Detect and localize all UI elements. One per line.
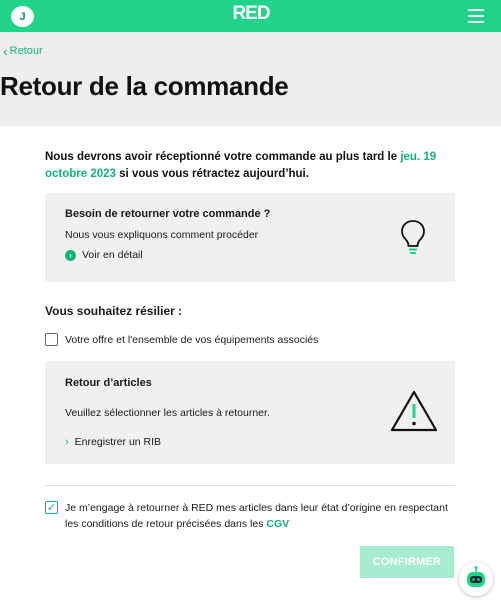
register-rib-link[interactable] (65, 436, 161, 448)
red-logo[interactable] (232, 4, 270, 28)
back-link-label: Retour (9, 45, 43, 57)
top-bar (0, 0, 501, 32)
agreement-text: Je m’engage à retourner à RED mes articles dans leur état d’origine en respectant les conditions de retour précisées dans les (65, 502, 448, 530)
terminate-offer-label: Votre offre et l'ensemble de vos équipements associés (65, 334, 319, 346)
article-return-text: Veuillez sélectionner les articles à retourner. (65, 407, 270, 419)
chatbot-button[interactable] (459, 562, 493, 596)
agreement-label (65, 500, 455, 532)
chevron-right-icon: › (65, 436, 69, 448)
logo-text: RED (232, 3, 270, 24)
user-avatar[interactable]: J (11, 6, 34, 27)
page-header (0, 32, 501, 126)
back-link[interactable] (3, 45, 43, 57)
see-details-link[interactable] (65, 249, 143, 261)
robot-icon (459, 562, 493, 596)
terminate-offer-option[interactable] (45, 332, 318, 348)
return-info-text: Nous vous expliquons comment procéder (65, 229, 259, 241)
confirm-button[interactable]: CONFIRMER (360, 546, 454, 578)
return-deadline-notice (45, 149, 455, 183)
article-return-card (45, 361, 455, 464)
see-details-label: Voir en détail (82, 249, 143, 261)
terminate-section-title: Vous souhaitez résilier : (45, 304, 183, 318)
article-return-title: Retour d’articles (65, 377, 152, 389)
cgv-link[interactable]: CGV (266, 518, 290, 530)
hamburger-menu-icon[interactable] (468, 9, 484, 23)
section-divider (45, 485, 455, 486)
lightbulb-icon (400, 219, 426, 257)
return-agreement-option[interactable] (45, 500, 455, 532)
register-rib-label: Enregistrer un RIB (74, 436, 162, 448)
return-info-card (45, 193, 455, 282)
page-title: Retour de la commande (0, 71, 289, 101)
checkmark-icon: ✓ (46, 501, 57, 514)
notice-text-before: Nous devrons avoir réceptionné votre commande au plus tard le (45, 151, 398, 163)
agreement-checkbox[interactable] (45, 501, 58, 514)
warning-icon (389, 389, 439, 433)
chevron-right-circle-icon: › (65, 250, 76, 261)
terminate-offer-checkbox[interactable] (45, 333, 58, 346)
deadline-date: jeu. 19 octobre 2023 (45, 151, 437, 180)
chevron-left-icon: ‹ (3, 43, 8, 59)
notice-text-after: si vous vous rétractez aujourd’hui. (119, 168, 309, 180)
return-info-title: Besoin de retourner votre commande ? (65, 208, 271, 220)
